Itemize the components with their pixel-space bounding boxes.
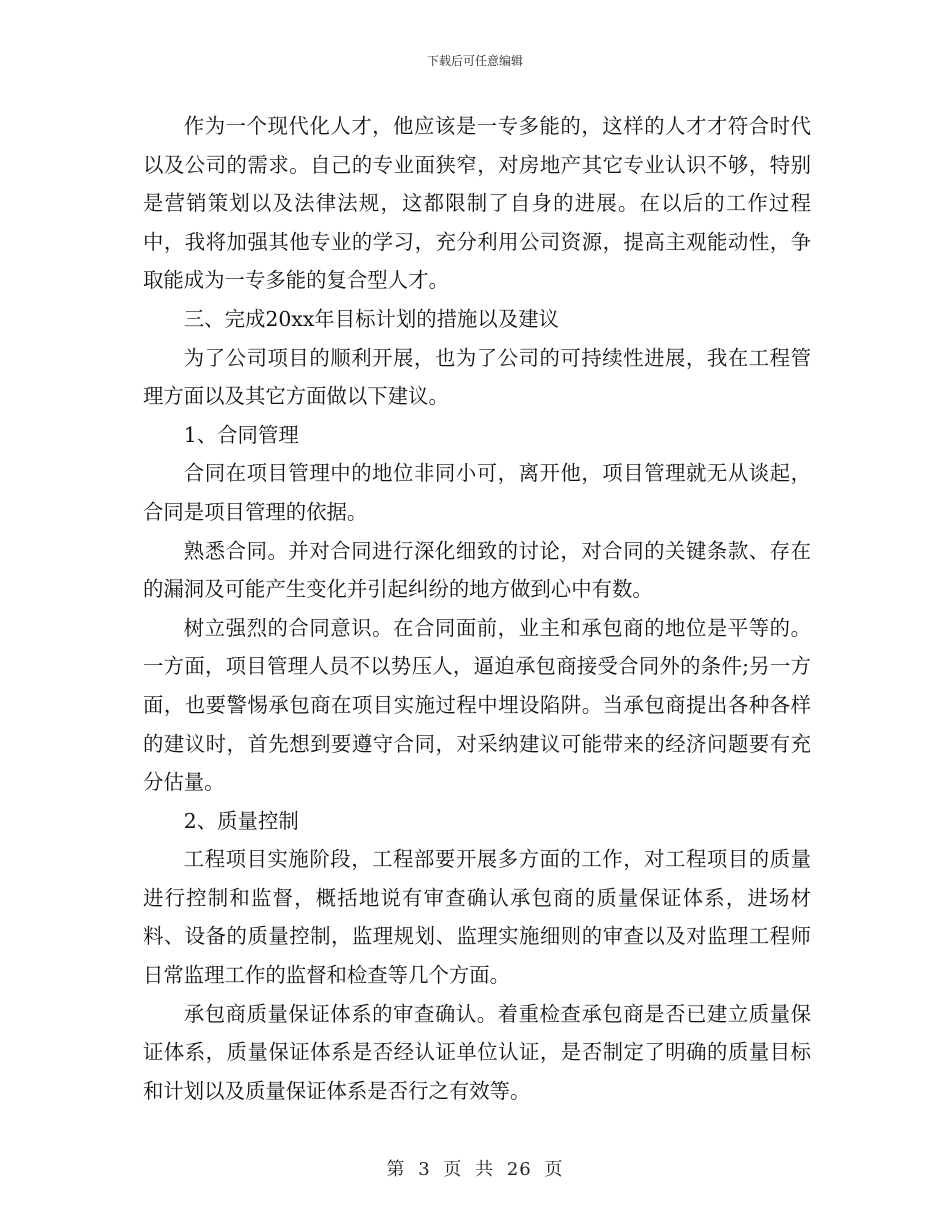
paragraph: 树立强烈的合同意识。在合同面前，业主和承包商的地位是平等的。一方面，项目管理人员不以势压人，逼迫承包商接受合同外的条件;另一方面，也要警惕承包商在项目实施过程中埋设陷阱。当承包商提出各种各样的建议时，首先想到要遵守合同，对采纳建议可能带来的经济问题要有充分估量。 — [143, 615, 811, 795]
document-body — [143, 107, 811, 1110]
paragraph: 工程项目实施阶段，工程部要开展多方面的工作，对工程项目的质量进行控制和监督，概括地说有审查确认承包商的质量保证体系，进场材料、设备的质量控制，监理规划、监理实施细则的审查以及对监理工程师日常监理工作的监督和检查等几个方面。 — [143, 847, 811, 988]
paragraph: 熟悉合同。并对合同进行深化细致的讨论，对合同的关键条款、存在的漏洞及可能产生变化并引起纠纷的地方做到心中有数。 — [143, 538, 811, 602]
section-heading: 三、完成20xx年目标计划的措施以及建议 — [183, 306, 559, 331]
page-number-footer: 第 3 页 共 26 页 — [386, 1159, 564, 1180]
paragraph: 作为一个现代化人才，他应该是一专多能的，这样的人才才符合时代以及公司的需求。自己的专业面狭窄，对房地产其它专业认识不够，特别是营销策划以及法律法规，这都限制了自身的进展。在以后的工作过程中，我将加强其他专业的学习，充分利用公司资源，提高主观能动性，争取能成为一专多能的复合型人才。 — [143, 114, 811, 293]
paragraph: 合同在项目管理中的地位非同小可，离开他，项目管理就无从谈起，合同是项目管理的依据。 — [143, 461, 811, 524]
subsection-heading: 2、质量控制 — [183, 808, 299, 833]
paragraph: 为了公司项目的顺利开展，也为了公司的可持续性进展，我在工程管理方面以及其它方面做以下建议。 — [143, 345, 811, 409]
page-header: 下载后可任意编辑 — [426, 54, 523, 68]
paragraph: 承包商质量保证体系的审查确认。着重检查承包商是否已建立质量保证体系，质量保证体系是否经认证单位认证，是否制定了明确的质量目标和计划以及质量保证体系是否行之有效等。 — [143, 1001, 811, 1103]
subsection-heading: 1、合同管理 — [183, 422, 299, 447]
